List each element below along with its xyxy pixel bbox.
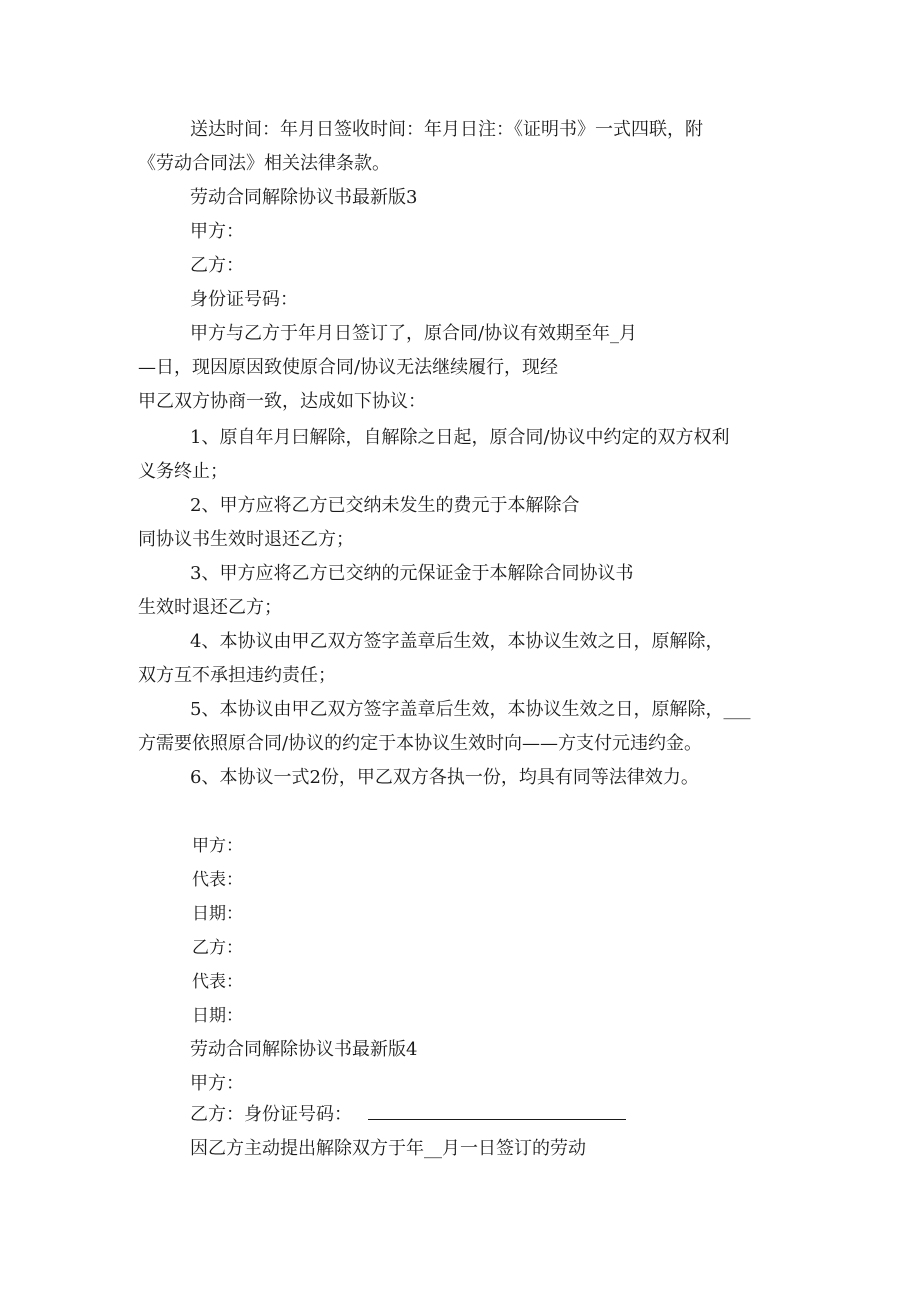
closing-paragraph-line: 因乙方主动提出解除双方于年__月一日签订的劳动 [190,1138,586,1159]
section-heading-version-4: 劳动合同解除协议书最新版4 [190,1039,418,1060]
signature-date-a: 日期： [192,904,243,924]
id-number-label: 身份证号码： [190,289,298,310]
party-b-id-label: 乙方：身份证号码： [190,1104,352,1125]
clause-5-line-2: 方需要依照原合同/协议的约定于本协议生效时向——方支付元违约金。 [138,733,703,754]
signature-representative-b: 代表： [192,972,243,992]
clause-4-line-1: 4、本协议由甲乙双方签字盖章后生效，本协议生效之日，原解除， [190,631,724,652]
clause-2-line-2: 同协议书生效时退还乙方； [138,529,354,550]
party-b-id-line [190,1103,626,1127]
party-a-label-2: 甲方： [190,1073,244,1094]
clause-6-line: 6、本协议一式2份，甲乙双方各执一份，均具有同等法律效力。 [190,767,699,788]
intro-paragraph-line-3: 甲乙双方协商一致，达成如下协议： [138,391,426,412]
signature-representative-a: 代表： [192,870,243,890]
labor-law-reference-line: 《劳动合同法》相关法律条款。 [138,153,390,174]
clause-2-line-1: 2、甲方应将乙方已交纳未发生的费元于本解除合 [190,495,580,516]
signature-party-b: 乙方： [192,938,243,958]
clause-3-line-2: 生效时退还乙方； [138,597,282,618]
delivery-time-line: 送达时间：年月日签收时间：年月日注：《证明书》一式四联，附 [190,119,703,140]
signature-date-b: 日期： [192,1006,243,1026]
clause-1-line-1: 1、原自年月曰解除，自解除之日起，原合同/协议中约定的双方权利 [190,427,730,448]
party-b-label: 乙方： [190,255,244,276]
section-heading-version-3: 劳动合同解除协议书最新版3 [190,187,418,208]
clause-1-line-2: 义务终止； [138,461,228,482]
clause-4-line-2: 双方互不承担违约责任； [138,665,336,686]
signature-party-a: 甲方： [192,836,243,856]
intro-paragraph-line-2: —日，现因原因致使原合同/协议无法继续履行，现经 [138,357,559,378]
intro-paragraph-line-1: 甲方与乙方于年月日签订了，原合同/协议有效期至年_月 [190,323,638,344]
party-a-label: 甲方： [190,221,244,242]
clause-3-line-1: 3、甲方应将乙方已交纳的元保证金于本解除合同协议书 [190,563,634,584]
id-number-blank [368,1103,626,1120]
clause-5-line-1: 5、本协议由甲乙双方签字盖章后生效，本协议生效之日，原解除，___ [190,699,751,720]
